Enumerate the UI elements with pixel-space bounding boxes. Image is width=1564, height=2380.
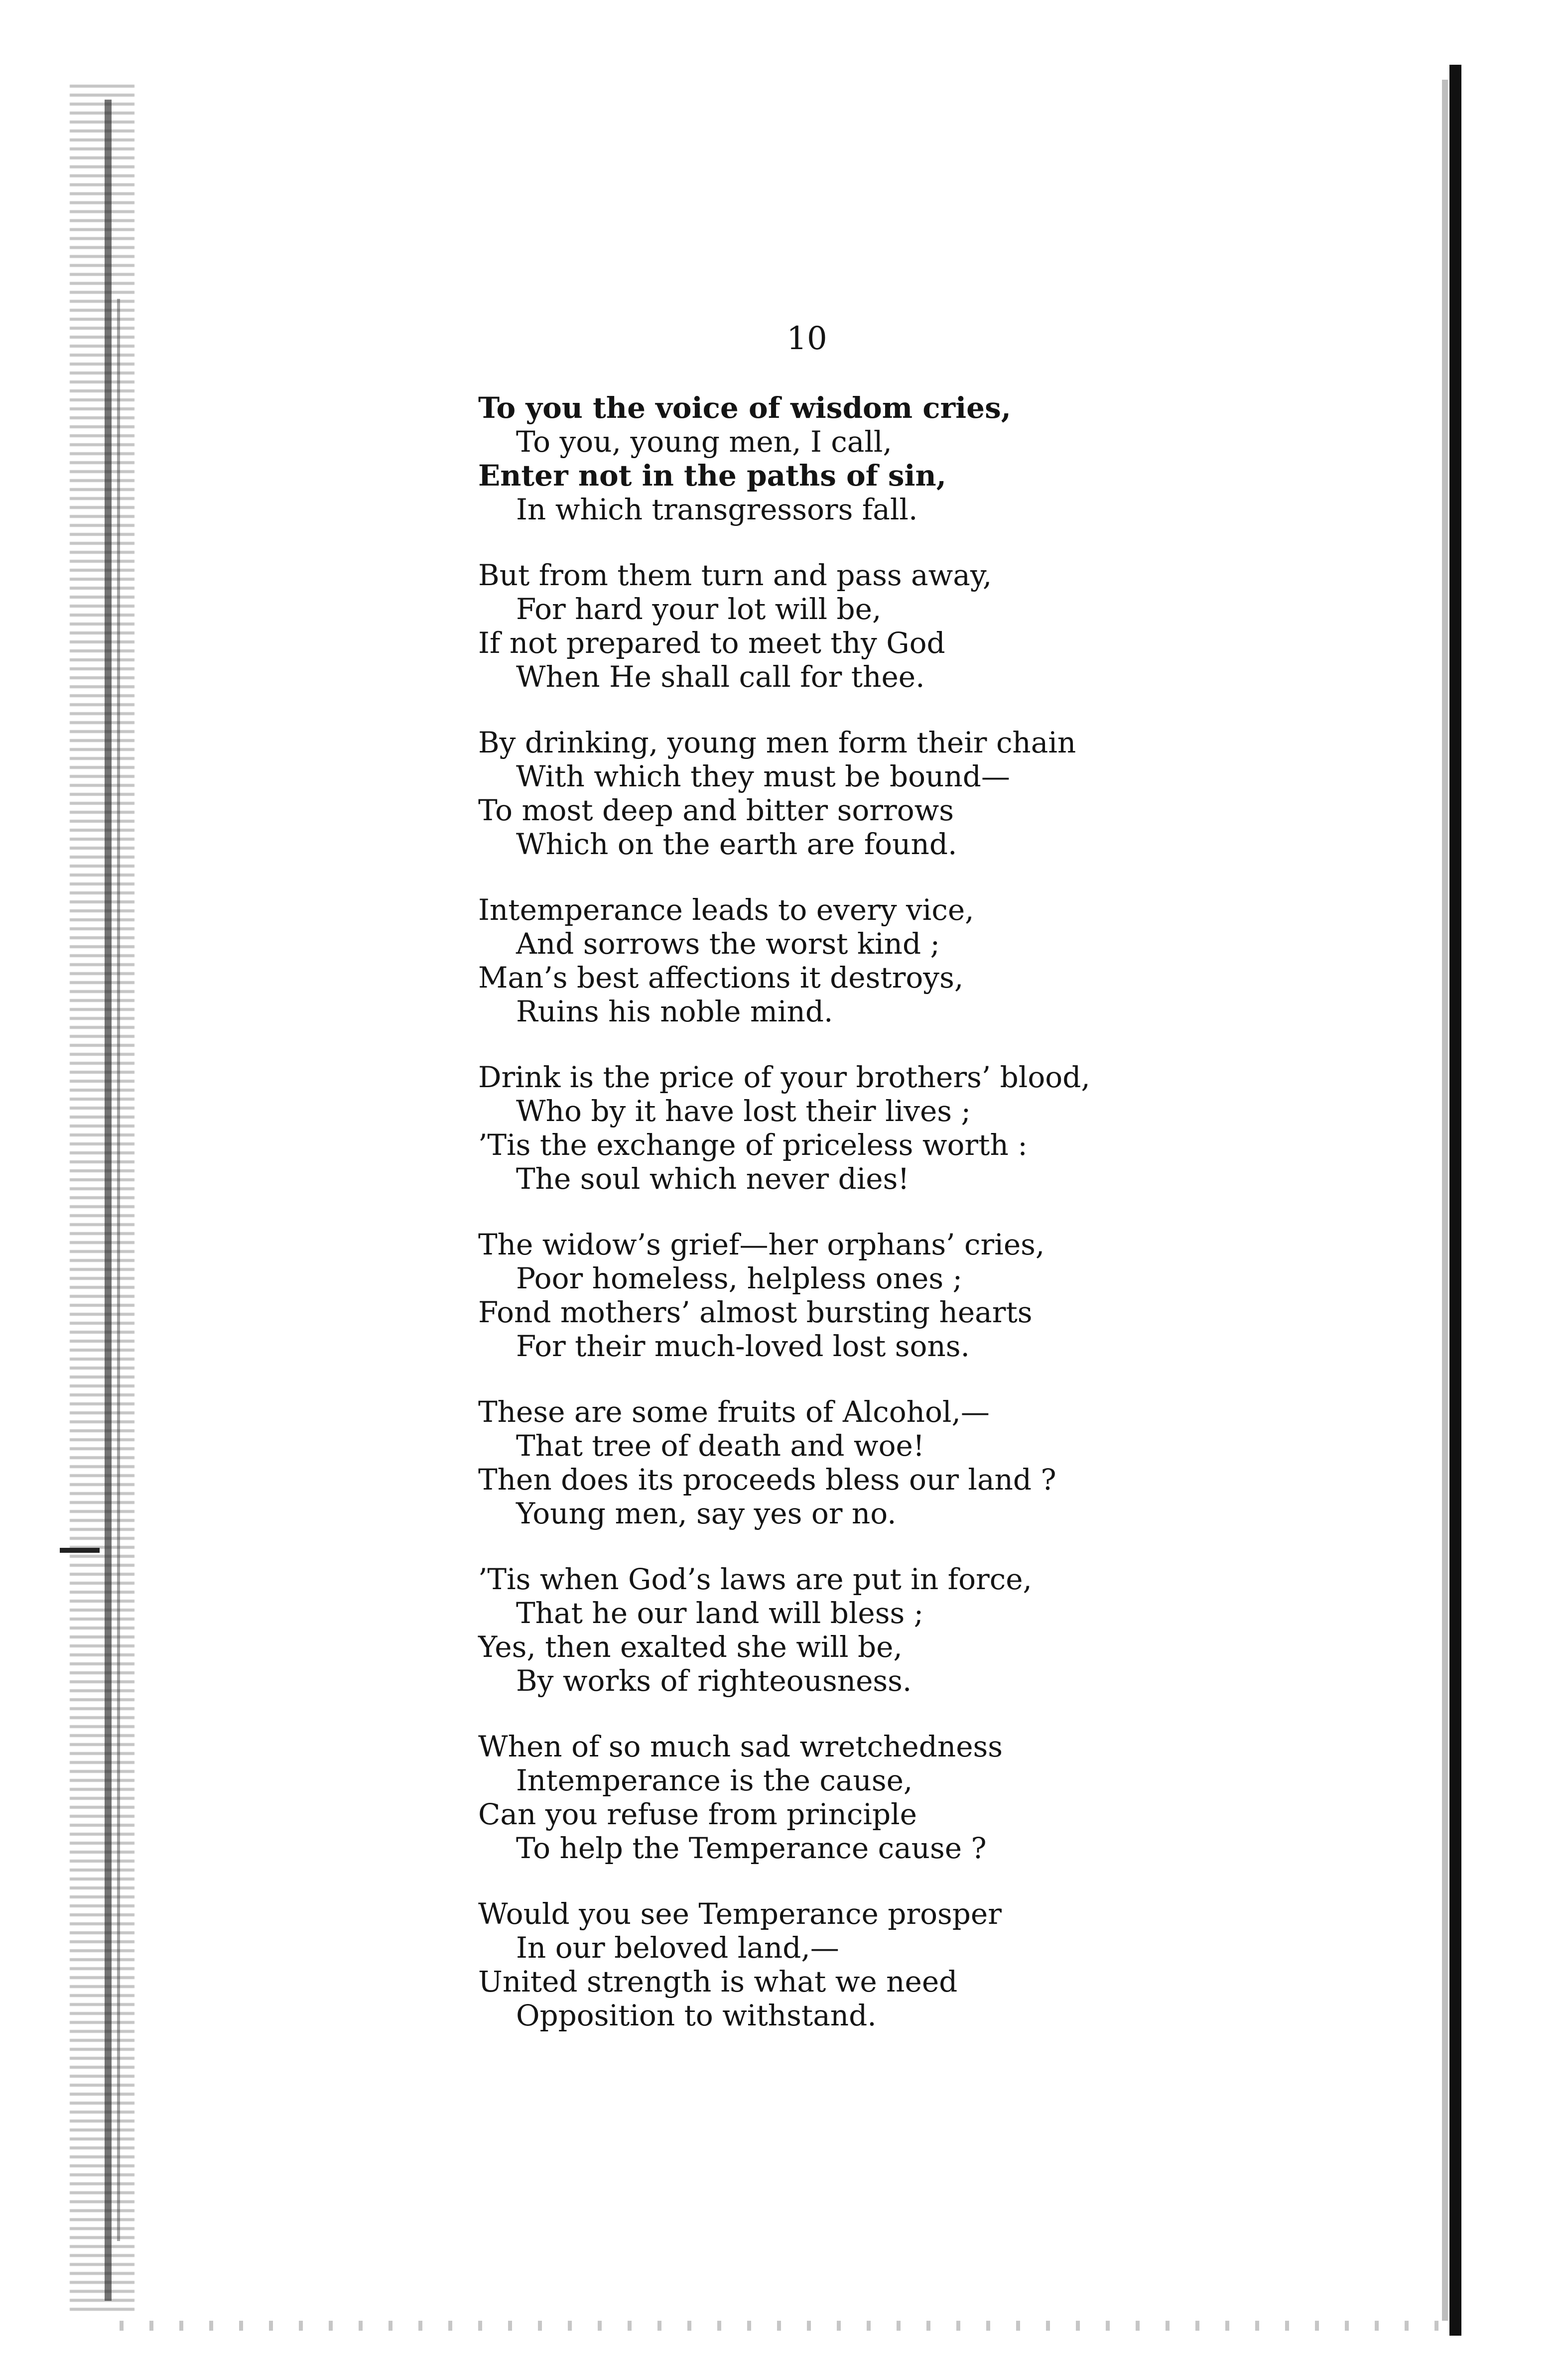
- poem-line: When of so much sad wretchedness: [478, 1730, 1003, 1763]
- poem-line: When He shall call for thee.: [516, 660, 925, 694]
- poem-line: Then does its proceeds bless our land ?: [478, 1463, 1056, 1497]
- poem-line: Poor homeless, helpless ones ;: [516, 1261, 963, 1295]
- poem-line: The widow’s grief—her orphans’ cries,: [478, 1228, 1045, 1261]
- poem-line: That he our land will bless ;: [516, 1596, 924, 1630]
- poem-line: In our beloved land,—: [516, 1931, 839, 1965]
- stanza: [478, 1897, 1175, 2032]
- binding-shadow: [70, 85, 134, 2316]
- stanza: [478, 391, 1175, 526]
- stanza: [478, 1730, 1175, 1865]
- poem-line: Man’s best affections it destroys,: [478, 961, 964, 995]
- poem-line: To you, young men, I call,: [516, 425, 892, 459]
- poem-line: ’Tis when God’s laws are put in force,: [478, 1562, 1032, 1596]
- stanza: [478, 1060, 1175, 1196]
- bottom-edge-noise: [120, 2321, 1439, 2331]
- poem-line: Fond mothers’ almost bursting hearts: [478, 1295, 1033, 1329]
- poem-line: To most deep and bitter sorrows: [478, 793, 954, 827]
- binding-edge-line: [105, 100, 112, 2301]
- right-edge-shadow: [1442, 80, 1448, 2321]
- page-number: 10: [786, 320, 827, 357]
- poem-line: And sorrows the worst kind ;: [516, 927, 940, 961]
- poem-line: Would you see Temperance prosper: [478, 1897, 1002, 1931]
- poem-line: Opposition to withstand.: [516, 1999, 877, 2032]
- margin-tick-mark: [60, 1548, 100, 1553]
- poem-line: By drinking, young men form their chain: [478, 726, 1076, 759]
- poem-line: Who by it have lost their lives ;: [516, 1094, 971, 1128]
- poem-line: By works of righteousness.: [516, 1664, 912, 1698]
- poem-line: United strength is what we need: [478, 1965, 958, 1999]
- right-edge-rule: [1449, 65, 1461, 2336]
- stanza: [478, 726, 1175, 861]
- poem-line: If not prepared to meet thy God: [478, 626, 945, 660]
- poem: [478, 391, 1175, 2064]
- poem-line: With which they must be bound—: [516, 759, 1010, 793]
- poem-line: The soul which never dies!: [516, 1162, 910, 1196]
- poem-line: But from them turn and pass away,: [478, 558, 992, 592]
- stanza: [478, 893, 1175, 1028]
- binding-edge-line-secondary: [117, 299, 120, 2241]
- poem-line: That tree of death and woe!: [516, 1429, 925, 1463]
- poem-line: Drink is the price of your brothers’ blood,: [478, 1060, 1090, 1094]
- stanza: [478, 558, 1175, 694]
- poem-line: Young men, say yes or no.: [516, 1497, 897, 1530]
- stanza: [478, 1562, 1175, 1698]
- poem-line: ’Tis the exchange of priceless worth :: [478, 1128, 1028, 1162]
- stanza: [478, 1395, 1175, 1530]
- poem-line: Ruins his noble mind.: [516, 995, 833, 1028]
- stanza: [478, 1228, 1175, 1363]
- poem-line: Yes, then exalted she will be,: [478, 1630, 903, 1664]
- poem-line: In which transgressors fall.: [516, 493, 918, 526]
- poem-line: Intemperance is the cause,: [516, 1763, 913, 1797]
- poem-line: For their much-loved lost sons.: [516, 1329, 970, 1363]
- poem-line: These are some fruits of Alcohol,—: [478, 1395, 990, 1429]
- poem-line: Enter not in the paths of sin,: [478, 459, 946, 493]
- poem-line: Which on the earth are found.: [516, 827, 957, 861]
- poem-line: Intemperance leads to every vice,: [478, 893, 974, 927]
- poem-line: To help the Temperance cause ?: [516, 1831, 987, 1865]
- poem-line: Can you refuse from principle: [478, 1797, 917, 1831]
- poem-line: For hard your lot will be,: [516, 592, 882, 626]
- poem-line: To you the voice of wisdom cries,: [478, 391, 1011, 425]
